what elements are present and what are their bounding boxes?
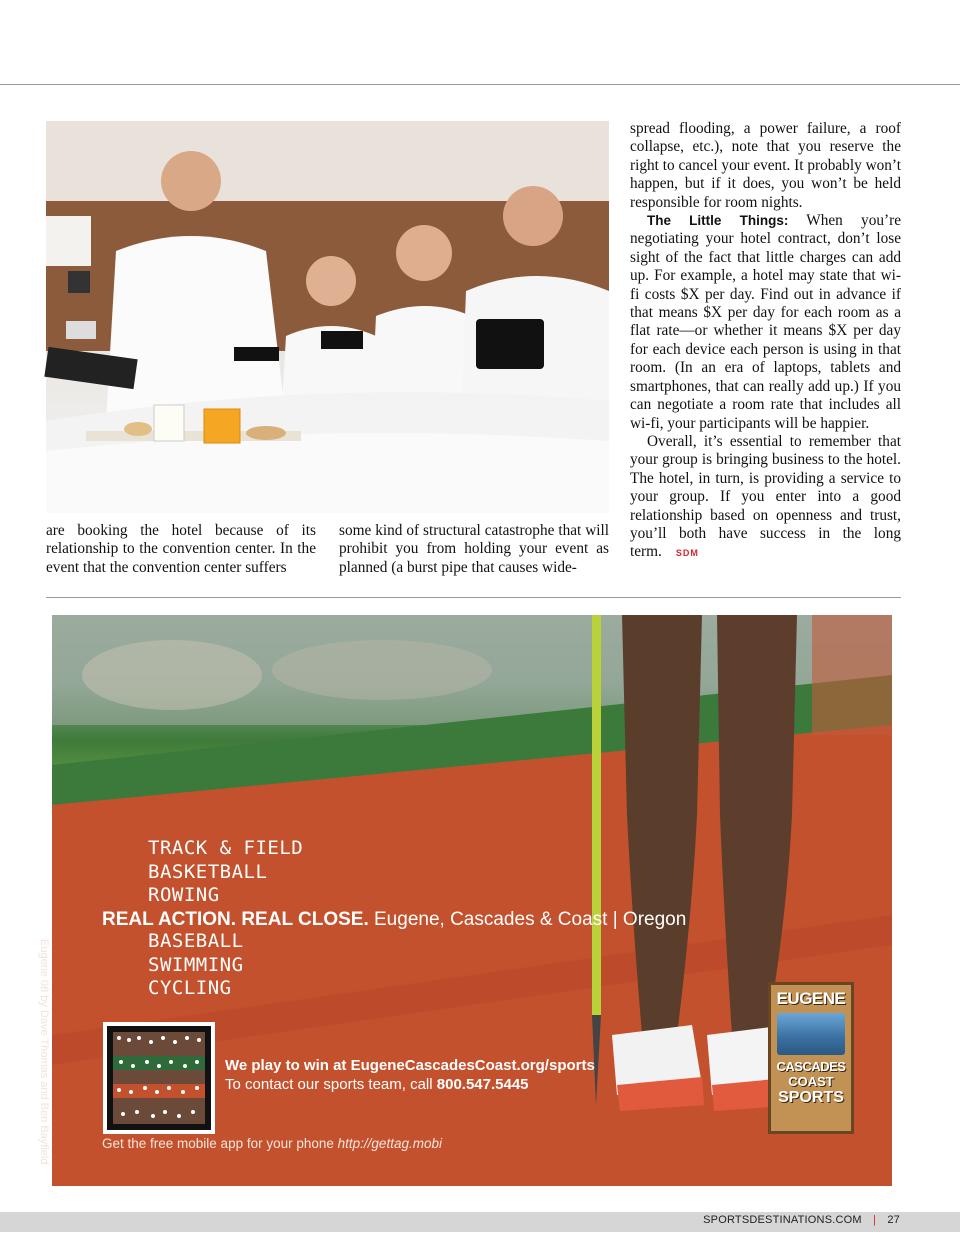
ad-cta	[225, 1056, 595, 1094]
logo-line-eugene: EUGENE	[776, 989, 846, 1008]
closing-text: Overall, it’s essential to remember that your group is bringing business to the hotel. The hotel, in turn, is providing a service to your group. If you enter into a good relationship based on openness and trust, you’ll both have success in the long term.	[630, 432, 901, 561]
logo-line-cascades: CASCADES	[776, 1059, 846, 1074]
column-2-text: some kind of structural catastrophe that will prohibit you from holding your event as planned (a burst pipe that causes wide-	[339, 522, 609, 576]
logo-mountain-icon	[777, 1013, 845, 1055]
app-promo-link[interactable]: http://gettag.mobi	[337, 1136, 442, 1151]
sport-baseball: BASEBALL	[148, 930, 244, 952]
sport-cycling: CYCLING	[148, 977, 232, 999]
sport-rowing: ROWING	[148, 884, 220, 906]
column-3-paragraph-2	[630, 212, 901, 433]
sport-track-field: TRACK & FIELD	[148, 837, 304, 859]
top-rule	[0, 84, 960, 85]
sports-list-top	[148, 837, 303, 908]
column-3-paragraph-3	[630, 433, 901, 563]
sport-swimming: SWIMMING	[148, 953, 244, 976]
little-things-body: When you’re negotiating your hotel contract, don’t lose sight of the fact that little charges can add up. For example, a hotel may state that wi-fi costs $X per day. Find out in advance if that means $X per day for each room as a flat rate—or whether it means $X per day for each device each person is using in that room. (In an era of laptops, tablets and smartphones, that can really add up.) If you can negotiate a room rate that includes all wi-fi, your participants will be happier.	[630, 212, 901, 432]
footer-separator: |	[873, 1214, 877, 1226]
app-promo	[102, 1136, 442, 1151]
cta-phone-line: To contact our sports team, call 800.547.5445	[225, 1076, 529, 1093]
sport-basketball: BASKETBALL	[148, 860, 268, 883]
footer	[703, 1214, 900, 1226]
eugene-sports-logo	[768, 982, 854, 1134]
cta-phone-number: 800.547.5445	[436, 1076, 529, 1093]
article-column-2	[339, 522, 609, 577]
sports-list-bottom	[148, 930, 244, 1001]
article-column-1	[46, 522, 316, 577]
sdm-end-mark: SDM	[675, 548, 699, 559]
column-1-text: are booking the hotel because of its relationship to the convention center. In the event that the convention center suffers	[46, 522, 316, 576]
article-column-3	[630, 120, 901, 563]
family-in-bed-photo	[46, 121, 609, 513]
column-3-paragraph-1: spread flooding, a power failure, a roof collapse, etc.), note that you reserve the right to cancel your event. It probably won’t happen, but if it does, you won’t be held responsible for room nights.	[630, 120, 901, 211]
photo-credit: Eugene 08 by Dave Thomas and Ben Bayfield	[38, 939, 50, 1165]
page-number: 27	[887, 1214, 900, 1226]
cta-website-line: We play to win at EugeneCascadesCoast.org/sports	[225, 1057, 595, 1074]
headline-rest: Eugene, Cascades & Coast | Oregon	[368, 909, 687, 930]
cta-website-link[interactable]: EugeneCascadesCoast.org/sports	[350, 1057, 595, 1074]
headline-bold: REAL ACTION. REAL CLOSE.	[102, 909, 369, 930]
little-things-subhead: The Little Things:	[647, 213, 789, 229]
app-promo-text: Get the free mobile app for your phone	[102, 1136, 338, 1151]
logo-line-coast: COAST	[788, 1074, 834, 1089]
footer-site[interactable]: SPORTSDESTINATIONS.COM	[703, 1214, 862, 1226]
ad-headline	[102, 909, 686, 931]
qr-pattern-icon	[107, 1026, 211, 1130]
family-photo-illustration	[46, 121, 609, 513]
eugene-sports-advertisement	[38, 615, 892, 1186]
qr-code	[103, 1022, 215, 1134]
mid-rule	[46, 597, 901, 598]
logo-line-sports: SPORTS	[778, 1089, 844, 1106]
